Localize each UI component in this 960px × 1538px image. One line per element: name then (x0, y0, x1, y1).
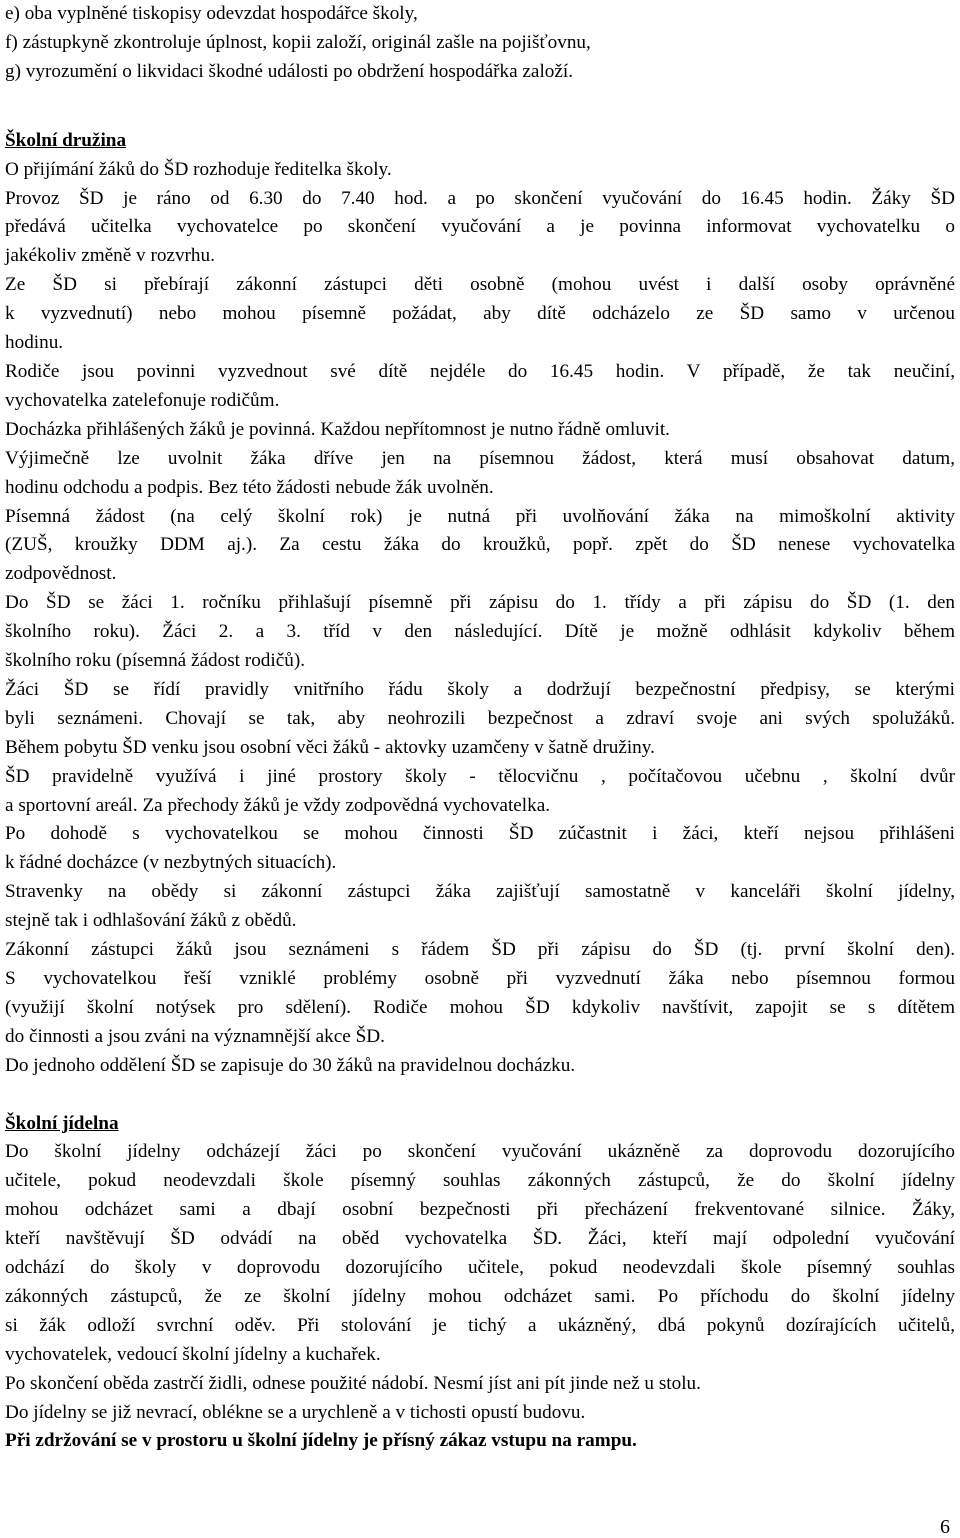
paragraph-line: Do školní jídelny odcházejí žáci po skončení vyučování ukázněně za doprovodu dozorujícího (5, 1141, 955, 1163)
intro-line: f) zástupkyně zkontroluje úplnost, kopii založí, originál zašle na pojišťovnu, (5, 31, 591, 53)
document-page (5, 0, 955, 1456)
section-heading: Školní družina (5, 129, 127, 151)
section-body (5, 156, 955, 1081)
paragraph-line: kteří navštěvují ŠD odvádí na oběd vychovatelka ŠD. Žáci, kteří mají odpolední vyučování (5, 1228, 955, 1250)
paragraph-line: do činnosti a jsou zváni na významnější akce ŠD. (5, 1025, 385, 1047)
paragraph-line: Ze ŠD si přebírají zákonní zástupci děti osobně (mohou uvést i další osoby oprávněné (5, 274, 955, 296)
paragraph-line: Po skončení oběda zastrčí židli, odnese použité nádobí. Nesmí jíst ani pít jinde než u stolu. (5, 1372, 701, 1394)
paragraph-line: Zákonní zástupci žáků jsou seznámeni s řádem ŠD při zápisu do ŠD (tj. první školní den). (5, 939, 955, 961)
paragraph-line: zodpovědnost. (5, 563, 117, 585)
paragraph-line: Do ŠD se žáci 1. ročníku přihlašují písemně při zápisu do 1. třídy a při zápisu do ŠD (1. den (5, 592, 955, 614)
intro-line: g) vyrozumění o likvidaci škodné události po obdržení hospodářka založí. (5, 60, 574, 82)
paragraph-line: byli seznámeni. Chovají se tak, aby neohrozili bezpečnost a zdraví svoje ani svých spolužáků. (5, 707, 955, 729)
paragraph-line: mohou odcházet sami a dbají osobní bezpečnosti při přecházení frekventované silnice. Žáky, (5, 1199, 955, 1221)
paragraph-line: Docházka přihlášených žáků je povinná. Každou nepřítomnost je nutno řádně omluvit. (5, 418, 670, 440)
paragraph-line: Rodiče jsou povinni vyzvednout své dítě nejdéle do 16.45 hodin. V případě, že tak neučiní, (5, 360, 955, 382)
paragraph-line: ŠD pravidelně využívá i jiné prostory školy - tělocvičnu , počítačovou učebnu , školní dvůr (5, 765, 955, 787)
paragraph-line: k řádné docházce (v nezbytných situacích). (5, 852, 337, 874)
paragraph-line: stejně tak i odhlašování žáků z obědů. (5, 910, 297, 932)
paragraph-line: S vychovatelkou řeší vzniklé problémy osobně při vyzvednutí žáka nebo písemnou formou (5, 968, 955, 989)
section-gap (5, 1081, 955, 1110)
paragraph-line: předává učitelka vychovatelce po skončení vyučování a je povinna informovat vychovatelku o (5, 216, 955, 238)
section-skolni-druzina (5, 127, 955, 1081)
paragraph-line: školního roku (písemná žádost rodičů). (5, 650, 306, 672)
section-heading: Školní jídelna (5, 1112, 119, 1134)
paragraph-line: Písemná žádost (na celý školní rok) je nutná při uvolňování žáka na mimoškolní aktivity (5, 505, 955, 527)
paragraph-line: Žáci ŠD se řídí pravidly vnitřního řádu školy a dodržují bezpečnostní předpisy, se kterými (5, 678, 955, 700)
paragraph-line: odchází do školy v doprovodu dozorujícího učitele, pokud neodevzdali škole písemný souhlas (5, 1257, 955, 1279)
paragraph-line: Provoz ŠD je ráno od 6.30 do 7.40 hod. a po skončení vyučování do 16.45 hodin. Žáky ŠD (5, 187, 955, 209)
paragraph-line: vychovatelek, vedoucí školní jídelny a kuchařek. (5, 1343, 381, 1365)
intro-list (5, 0, 955, 87)
section-body (5, 1138, 955, 1427)
paragraph-line: a sportovní areál. Za přechody žáků je vždy zodpovědná vychovatelka. (5, 794, 551, 816)
paragraph-line: hodinu odchodu a podpis. Bez této žádosti nebude žák uvolněn. (5, 476, 494, 498)
paragraph-line: (využijí školní notýsek pro sdělení). Rodiče mohou ŠD kdykoliv navštívit, zapojit se s dítětem (5, 996, 955, 1018)
paragraph-line: školního roku). Žáci 2. a 3. tříd v den následující. Dítě je možně odhlásit kdykoliv během (5, 621, 955, 643)
paragraph-line: vychovatelka zatelefonuje rodičům. (5, 389, 280, 411)
paragraph-line: (ZUŠ, kroužky DDM aj.). Za cestu žáka do kroužků, popř. zpět do ŠD nenese vychovatelka (5, 534, 955, 556)
paragraph-line: Stravenky na obědy si zákonní zástupci žáka zajišťují samostatně v kanceláři školní jídelny, (5, 881, 955, 903)
section-skolni-jidelna (5, 1110, 955, 1457)
page-number: 6 (940, 1516, 950, 1538)
paragraph-line: Během pobytu ŠD venku jsou osobní věci žáků - aktovky uzamčeny v šatně družiny. (5, 736, 655, 758)
paragraph-line: si žák odloží svrchní oděv. Při stolování je tichý a ukázněný, dbá pokynů dozírajících učitelů, (5, 1314, 955, 1336)
paragraph-line: Do jídelny se již nevrací, oblékne se a urychleně a v tichosti opustí budovu. (5, 1401, 586, 1423)
paragraph-line: Výjimečně lze uvolnit žáka dříve jen na písemnou žádost, která musí obsahovat datum, (5, 447, 955, 469)
paragraph-line: Po dohodě s vychovatelkou se mohou činnosti ŠD zúčastnit i žáci, kteří nejsou přihlášeni (5, 823, 955, 845)
paragraph-line: učitele, pokud neodevzdali škole písemný souhlas zákonných zástupců, že do školní jídelny (5, 1170, 955, 1192)
paragraph-line: jakékoliv změně v rozvrhu. (5, 245, 215, 267)
paragraph-line: zákonných zástupců, že ze školní jídelny mohou odcházet sami. Po příchodu do školní jídelny (5, 1285, 955, 1307)
warning-line: Při zdržování se v prostoru u školní jídelny je přísný zákaz vstupu na rampu. (5, 1430, 637, 1452)
paragraph-line: hodinu. (5, 332, 64, 354)
paragraph-line: O přijímání žáků do ŠD rozhoduje ředitelka školy. (5, 158, 392, 180)
paragraph-line: k vyzvednutí) nebo mohou písemně požádat, aby dítě odcházelo ze ŠD samo v určenou (5, 303, 955, 325)
intro-line: e) oba vyplněné tiskopisy odevzdat hospodářce školy, (5, 3, 418, 24)
paragraph-line: Do jednoho oddělení ŠD se zapisuje do 30 žáků na pravidelnou docházku. (5, 1054, 576, 1076)
